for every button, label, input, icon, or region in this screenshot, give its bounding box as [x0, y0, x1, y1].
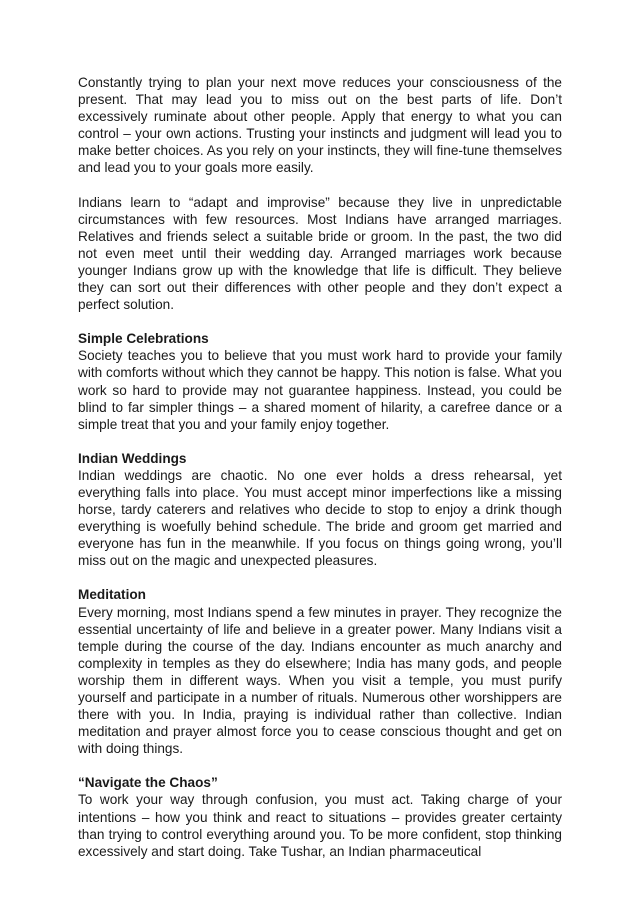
document-page: [78, 74, 562, 877]
section-body: Every morning, most Indians spend a few minutes in prayer. They recognize the essential uncertainty of life and believe in a greater power. Many Indians visit a temple during the course of the day. Indians encounter as much anarchy and complexity in temples as they do elsewhere; India has many gods, and people worship them in different ways. When you visit a temple, you must purify yourself and participate in a number of rituals. Numerous other worshippers are there with you. In India, praying is individual rather than collective. Indian meditation and prayer almost force you to cease conscious thought and get on with doing things.: [78, 604, 562, 757]
section-heading: “Navigate the Chaos”: [78, 775, 218, 791]
section-indian-weddings: [78, 450, 562, 570]
section-body: To work your way through confusion, you must act. Taking charge of your intentions – how you think and react to situations – provides greater certainty than trying to control everything around you. To be more confident, stop thinking excessively and start doing. Take Tushar, an Indian pharmaceutical: [78, 792, 562, 859]
section-meditation: [78, 586, 562, 757]
paragraph-present-moment: Constantly trying to plan your next move reduces your consciousness of the present. That may lead you to miss out on the best parts of life. Don’t excessively ruminate about other people. Apply that energy to what you can control – your own actions. Trusting your instincts and judgment will lead you to make better choices. As you rely on your instincts, they will fine-tune themselves and lead you to your goals more easily.: [78, 75, 562, 176]
section-body: Indian weddings are chaotic. No one ever holds a dress rehearsal, yet everything falls into place. You must accept minor imperfections like a missing horse, tardy caterers and relatives who decide to stop to enjoy a drink though everything is woefully behind schedule. The bride and groom get married and everyone has fun in the meanwhile. If you focus on things going wrong, you’ll miss out on the magic and unexpected pleasures.: [78, 467, 562, 569]
section-body: Society teaches you to believe that you must work hard to provide your family with comforts without which they cannot be happy. This notion is false. What you work so hard to provide may not guarantee happiness. Instead, you could be blind to far simpler things – a shared moment of hilarity, a carefree dance or a simple treat that you and your family enjoy together.: [78, 348, 562, 432]
paragraph-adapt-improvise: Indians learn to “adapt and improvise” because they live in unpredictable circumstances with few resources. Most Indians have arranged marriages. Relatives and friends select a suitable bride or groom. In the past, the two did not even meet until their wedding day. Arranged marriages work because younger Indians grow up with the knowledge that life is difficult. They believe they can sort out their differences with other people and they don’t expect a perfect solution.: [78, 194, 562, 313]
section-heading: Indian Weddings: [78, 450, 187, 466]
section-navigate-the-chaos: [78, 774, 562, 859]
section-simple-celebrations: [78, 330, 562, 433]
section-heading: Meditation: [78, 587, 146, 603]
section-heading: Simple Celebrations: [78, 331, 209, 347]
